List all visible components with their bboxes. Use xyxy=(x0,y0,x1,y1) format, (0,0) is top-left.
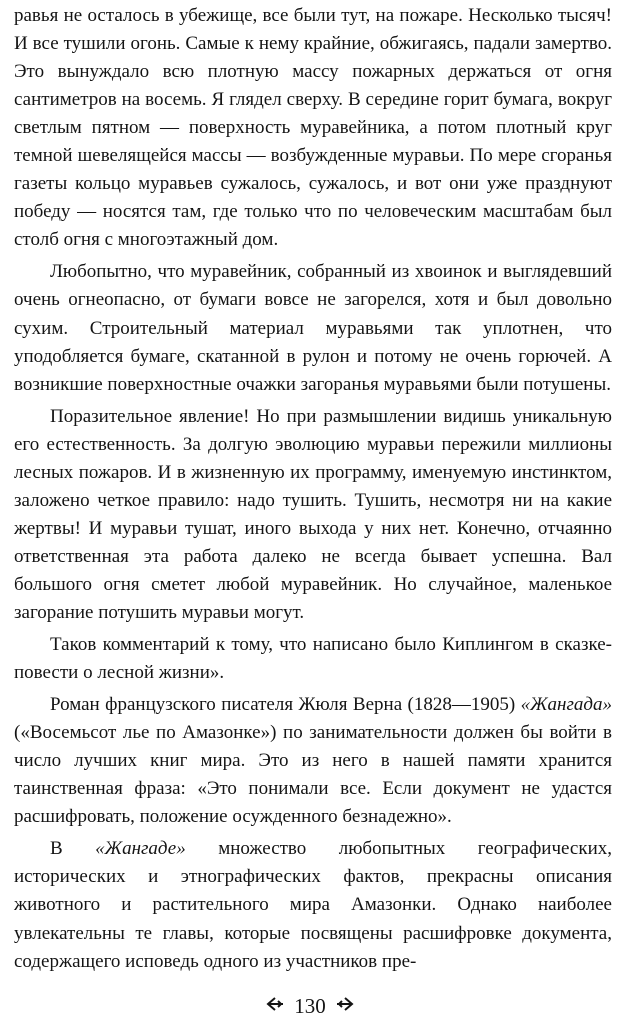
text-run: Любопытно, что муравейник, собранный из хвоинок и выглядевший очень огнеопасно, от бумаги вовсе не загорелся, хотя и был довольно сухим. Строительный материал муравьями так уплотнен, что уподобляется бумаге, скатанной в рулон и потому не очень горючей. А возникшие поверхностные очажки загоранья муравьями были потушены. xyxy=(14,261,612,395)
paragraph-1 xyxy=(14,2,612,254)
arrow-right-ornament-icon xyxy=(336,996,354,1017)
paragraph-3 xyxy=(14,403,612,627)
paragraph-5 xyxy=(14,691,612,831)
page-number: 130 xyxy=(294,993,326,1018)
page-body xyxy=(14,2,612,1002)
text-run: Роман французского писателя Жюля Верна (1828—1905) xyxy=(50,694,521,716)
arrow-left-ornament-icon xyxy=(266,996,284,1017)
book-title-italic: «Жангаде» xyxy=(95,838,186,860)
text-run: («Восемьсот лье по Амазонке») по занимательности должен бы войти в число лучших книг мира. Это из него в нашей памяти хранится таинственная фраза: «Это понимали все. Если документ не удастся расшифровать, положение осужденного безнадежно». xyxy=(14,722,612,828)
text-run: В xyxy=(50,838,96,860)
text-run: равья не осталось в убежище, все были тут, на пожаре. Несколько тысяч! И все тушили огонь. Самые к нему крайние, обжигаясь, падали замертво. Это вынуждало всю плотную массу пожарных держаться от огня сантиметров на восемь. Я глядел сверху. В середине горит бумага, вокруг светлым пятном — поверхность муравейника, а потом плотный круг темной шевелящейся массы — возбужденные муравьи. По мере сгоранья газеты кольцо муравьев сужалось, сужалось, и вот они уже празднуют победу — носятся там, где только что по человеческим масштабам был столб огня с многоэтажный дом. xyxy=(14,5,612,251)
text-run: множество любопытных географических, исторических и этнографических фактов, прекрасны описания животного и растительного мира Амазонки. Однако наиболее увлекательны те главы, которые посвящены расшифровке документа, содержащего исповедь одного из участников пре- xyxy=(14,838,612,972)
paragraph-4 xyxy=(14,631,612,687)
paragraph-2 xyxy=(14,258,612,398)
text-run: Поразительное явление! Но при размышлении видишь уникальную его естественность. За долгую эволюцию муравьи пережили миллионы лесных пожаров. И в жизненную их программу, именуемую инстинктом, заложено четкое правило: надо тушить. Тушить, несмотря ни на какие жертвы! И муравьи тушат, иного выхода у них нет. Конечно, отчаянно ответственная эта работа далеко не всегда бывает успешна. Вал большого огня сметет любой муравейник. Но случайное, маленькое загорание потушить муравьи могут. xyxy=(14,405,612,623)
book-title-italic: «Жангада» xyxy=(520,694,612,716)
paragraph-6 xyxy=(14,835,612,975)
page-footer xyxy=(0,992,620,1020)
text-run: Таков комментарий к тому, что написано было Киплингом в сказке-повести о лесной жизни». xyxy=(14,634,612,684)
